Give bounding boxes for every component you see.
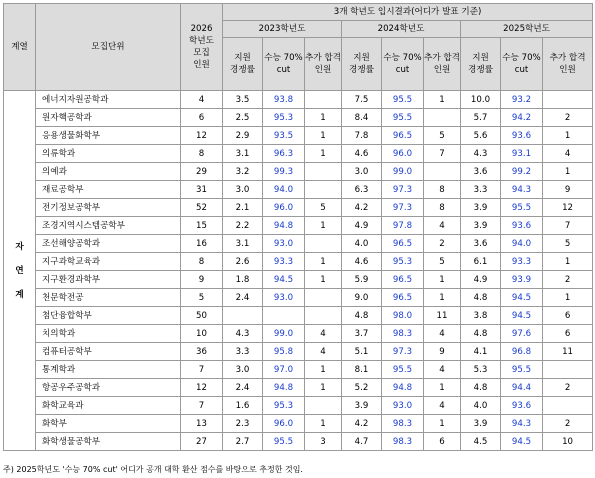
cut-cell: 93.0 <box>382 397 424 415</box>
series-cell <box>4 91 36 451</box>
rate-cell: 5.7 <box>461 109 501 127</box>
cut-cell: 96.0 <box>263 199 305 217</box>
cut-cell: 93.5 <box>263 127 305 145</box>
unit-name-text: 의예과 <box>42 166 67 177</box>
cut-cell: 93.6 <box>501 217 543 235</box>
table-row <box>4 397 593 415</box>
extra-cell: 6 <box>543 325 593 343</box>
extra-cell: 9 <box>424 343 461 361</box>
cut-cell: 95.3 <box>263 109 305 127</box>
admissions-table <box>3 3 593 451</box>
table-row <box>4 199 593 217</box>
unit-name-text: 첨단융합학부 <box>42 310 92 321</box>
cut-cell: 95.3 <box>382 253 424 271</box>
cut-cell: 97.6 <box>501 325 543 343</box>
extra-cell: 6 <box>543 307 593 325</box>
extra-cell: 1 <box>305 271 342 289</box>
quota-cell: 12 <box>181 127 223 145</box>
cut-cell: 96.8 <box>501 343 543 361</box>
extra-cell <box>543 91 593 109</box>
rate-cell: 3.0 <box>342 163 382 181</box>
quota-cell: 7 <box>181 361 223 379</box>
extra-cell: 1 <box>424 289 461 307</box>
extra-cell: 8 <box>424 199 461 217</box>
cut-cell: 99.2 <box>501 163 543 181</box>
cut-cell: 98.0 <box>382 307 424 325</box>
rate-cell <box>223 307 263 325</box>
rate-cell: 2.1 <box>223 199 263 217</box>
extra-cell <box>543 397 593 415</box>
rate-cell: 5.1 <box>342 343 382 361</box>
header-col: 수능 70% cut <box>501 38 543 91</box>
rate-cell: 5.6 <box>461 127 501 145</box>
extra-cell: 1 <box>305 109 342 127</box>
table-row <box>4 127 593 145</box>
table-row <box>4 289 593 307</box>
quota-cell: 16 <box>181 235 223 253</box>
rate-cell: 4.1 <box>461 343 501 361</box>
extra-cell: 1 <box>305 145 342 163</box>
rate-cell: 4.2 <box>342 199 382 217</box>
unit-name <box>36 415 181 433</box>
extra-cell: 1 <box>424 271 461 289</box>
unit-name <box>36 145 181 163</box>
rate-cell: 4.3 <box>461 145 501 163</box>
quota-cell: 5 <box>181 289 223 307</box>
rate-cell: 4.2 <box>342 415 382 433</box>
quota-cell: 6 <box>181 109 223 127</box>
extra-cell: 5 <box>424 127 461 145</box>
table-row <box>4 235 593 253</box>
cut-cell: 96.5 <box>382 289 424 307</box>
header-super: 3개 학년도 입시결과(어디가 발표 기준) <box>223 4 593 21</box>
header-col: 지원 경쟁률 <box>223 38 263 91</box>
rate-cell: 3.5 <box>223 91 263 109</box>
cut-cell: 94.5 <box>501 433 543 451</box>
rate-cell: 7.8 <box>342 127 382 145</box>
extra-cell: 8 <box>424 181 461 199</box>
quota-cell: 27 <box>181 433 223 451</box>
rate-cell: 3.9 <box>342 397 382 415</box>
table-row <box>4 361 593 379</box>
rate-cell: 6.1 <box>461 253 501 271</box>
cut-cell: 97.3 <box>382 181 424 199</box>
extra-cell: 12 <box>543 199 593 217</box>
unit-name <box>36 271 181 289</box>
cut-cell: 94.5 <box>263 271 305 289</box>
rate-cell: 4.6 <box>342 145 382 163</box>
extra-cell: 3 <box>305 433 342 451</box>
cut-cell: 98.3 <box>382 415 424 433</box>
extra-cell: 1 <box>305 253 342 271</box>
unit-name <box>36 199 181 217</box>
rate-cell: 10.0 <box>461 91 501 109</box>
rate-cell: 4.5 <box>461 433 501 451</box>
extra-cell: 4 <box>305 325 342 343</box>
cut-cell: 93.6 <box>501 127 543 145</box>
extra-cell: 7 <box>424 145 461 163</box>
cut-cell: 93.0 <box>263 235 305 253</box>
header-col: 지원 경쟁률 <box>461 38 501 91</box>
cut-cell: 99.0 <box>382 163 424 181</box>
cut-cell: 97.3 <box>382 343 424 361</box>
cut-cell: 94.8 <box>263 379 305 397</box>
rate-cell: 3.1 <box>223 235 263 253</box>
extra-cell: 1 <box>305 217 342 235</box>
cut-cell: 94.2 <box>501 109 543 127</box>
unit-name <box>36 343 181 361</box>
rate-cell: 4.8 <box>342 307 382 325</box>
extra-cell: 2 <box>543 415 593 433</box>
rate-cell: 4.9 <box>342 217 382 235</box>
extra-cell: 1 <box>543 289 593 307</box>
rate-cell: 2.6 <box>223 253 263 271</box>
extra-cell: 1 <box>305 361 342 379</box>
quota-cell: 29 <box>181 163 223 181</box>
rate-cell: 4.0 <box>461 397 501 415</box>
unit-name-text: 컴퓨터공학부 <box>42 346 92 357</box>
table-row <box>4 163 593 181</box>
unit-name-text: 조선해양공학과 <box>42 238 101 249</box>
extra-cell: 1 <box>543 253 593 271</box>
header-col: 추가 합격 인원 <box>305 38 342 91</box>
cut-cell: 93.8 <box>263 91 305 109</box>
cut-cell: 95.3 <box>263 397 305 415</box>
table-row <box>4 181 593 199</box>
cut-cell: 96.3 <box>263 145 305 163</box>
rate-cell: 8.4 <box>342 109 382 127</box>
table-row <box>4 307 593 325</box>
extra-cell <box>305 289 342 307</box>
extra-cell: 4 <box>424 217 461 235</box>
extra-cell: 4 <box>424 325 461 343</box>
header-year-2025: 2025학년도 <box>461 21 593 38</box>
extra-cell: 5 <box>543 235 593 253</box>
quota-cell: 15 <box>181 217 223 235</box>
cut-cell <box>263 307 305 325</box>
header-year-2023: 2023학년도 <box>223 21 342 38</box>
header-quota <box>181 4 223 91</box>
cut-cell: 97.8 <box>382 217 424 235</box>
cut-cell: 93.9 <box>501 271 543 289</box>
extra-cell: 2 <box>424 235 461 253</box>
extra-cell: 5 <box>424 253 461 271</box>
unit-name <box>36 379 181 397</box>
header-col: 수능 70% cut <box>263 38 305 91</box>
extra-cell: 1 <box>305 127 342 145</box>
unit-name <box>36 433 181 451</box>
cut-cell: 93.3 <box>501 253 543 271</box>
rate-cell: 4.3 <box>223 325 263 343</box>
table-row <box>4 379 593 397</box>
unit-name <box>36 325 181 343</box>
cut-cell: 93.1 <box>501 145 543 163</box>
unit-name-text: 재료공학부 <box>42 184 84 195</box>
rate-cell: 2.4 <box>223 379 263 397</box>
cut-cell: 93.2 <box>501 91 543 109</box>
rate-cell: 3.0 <box>223 361 263 379</box>
rate-cell: 3.6 <box>461 235 501 253</box>
table-row <box>4 433 593 451</box>
cut-cell: 95.5 <box>382 361 424 379</box>
rate-cell: 4.6 <box>342 253 382 271</box>
extra-cell: 4 <box>424 397 461 415</box>
extra-cell: 1 <box>543 127 593 145</box>
rate-cell: 4.9 <box>461 271 501 289</box>
rate-cell: 3.3 <box>223 343 263 361</box>
extra-cell <box>424 163 461 181</box>
rate-cell: 1.8 <box>223 271 263 289</box>
header-quota-line: 인원 <box>193 60 210 70</box>
quota-cell: 13 <box>181 415 223 433</box>
rate-cell: 6.3 <box>342 181 382 199</box>
unit-name <box>36 307 181 325</box>
cut-cell: 97.3 <box>382 199 424 217</box>
extra-cell: 11 <box>424 307 461 325</box>
series-char: 자 <box>15 241 24 252</box>
table-row <box>4 343 593 361</box>
rate-cell: 1.6 <box>223 397 263 415</box>
unit-name-text: 치의학과 <box>42 328 76 339</box>
table-row <box>4 91 593 109</box>
rate-cell: 4.8 <box>461 379 501 397</box>
extra-cell: 9 <box>543 181 593 199</box>
cut-cell: 93.0 <box>263 289 305 307</box>
cut-cell: 98.3 <box>382 433 424 451</box>
unit-name <box>36 127 181 145</box>
footnote: 주) 2025학년도 '수능 70% cut' 어디가 공개 대학 환산 점수를 바탕으로 추정한 것임. <box>3 465 303 474</box>
cut-cell: 94.3 <box>501 415 543 433</box>
header-col: 추가 합격 인원 <box>543 38 593 91</box>
extra-cell: 10 <box>543 433 593 451</box>
header-quota-line: 학년도 <box>189 36 214 46</box>
extra-cell: 2 <box>543 271 593 289</box>
cut-cell: 95.5 <box>382 109 424 127</box>
quota-cell: 10 <box>181 325 223 343</box>
cut-cell: 96.0 <box>382 145 424 163</box>
cut-cell: 96.5 <box>382 271 424 289</box>
extra-cell: 4 <box>305 343 342 361</box>
cut-cell: 93.3 <box>263 253 305 271</box>
rate-cell: 5.9 <box>342 271 382 289</box>
unit-name <box>36 361 181 379</box>
rate-cell: 5.3 <box>461 361 501 379</box>
table-row <box>4 109 593 127</box>
cut-cell: 95.8 <box>263 343 305 361</box>
extra-cell: 1 <box>305 379 342 397</box>
series-char: 연 <box>15 265 24 276</box>
series-char: 계 <box>15 289 24 300</box>
rate-cell: 4.8 <box>461 289 501 307</box>
cut-cell: 94.4 <box>501 379 543 397</box>
rate-cell: 9.0 <box>342 289 382 307</box>
unit-name-text: 응용생물화학부 <box>42 130 101 141</box>
cut-cell: 94.0 <box>501 235 543 253</box>
unit-name <box>36 109 181 127</box>
unit-name <box>36 91 181 109</box>
header-quota-line: 2026 <box>190 24 213 34</box>
extra-cell <box>543 361 593 379</box>
extra-cell: 1 <box>424 91 461 109</box>
cut-cell: 99.0 <box>263 325 305 343</box>
table-row <box>4 415 593 433</box>
quota-cell: 8 <box>181 253 223 271</box>
cut-cell: 94.0 <box>263 181 305 199</box>
header-col: 지원 경쟁률 <box>342 38 382 91</box>
unit-name-text: 원자핵공학과 <box>42 112 92 123</box>
quota-cell: 12 <box>181 379 223 397</box>
extra-cell: 6 <box>424 433 461 451</box>
extra-cell <box>305 163 342 181</box>
quota-cell: 8 <box>181 145 223 163</box>
unit-name <box>36 163 181 181</box>
cut-cell: 95.5 <box>382 91 424 109</box>
extra-cell: 4 <box>424 361 461 379</box>
rate-cell: 3.9 <box>461 199 501 217</box>
rate-cell: 3.2 <box>223 163 263 181</box>
header-quota-line: 모집 <box>193 48 210 58</box>
unit-name-text: 지구과학교육과 <box>42 256 101 267</box>
cut-cell: 95.5 <box>263 433 305 451</box>
rate-cell: 2.2 <box>223 217 263 235</box>
unit-name-text: 화학생물공학부 <box>42 436 101 447</box>
rate-cell: 8.1 <box>342 361 382 379</box>
extra-cell: 1 <box>424 379 461 397</box>
rate-cell: 3.0 <box>223 181 263 199</box>
quota-cell: 31 <box>181 181 223 199</box>
cut-cell: 96.5 <box>382 127 424 145</box>
rate-cell: 4.8 <box>461 325 501 343</box>
rate-cell: 2.5 <box>223 109 263 127</box>
rate-cell: 7.5 <box>342 91 382 109</box>
header-col: 추가 합격 인원 <box>424 38 461 91</box>
table-row <box>4 217 593 235</box>
cut-cell: 95.5 <box>501 199 543 217</box>
cut-cell: 94.5 <box>501 307 543 325</box>
rate-cell: 2.9 <box>223 127 263 145</box>
unit-name <box>36 217 181 235</box>
unit-name-text: 에너지자원공학과 <box>42 94 109 105</box>
unit-name-text: 화학교육과 <box>42 400 84 411</box>
unit-name <box>36 235 181 253</box>
extra-cell <box>424 109 461 127</box>
unit-name-text: 조경지역시스템공학부 <box>42 220 126 231</box>
quota-cell: 4 <box>181 91 223 109</box>
cut-cell: 98.3 <box>382 325 424 343</box>
header-year-2024: 2024학년도 <box>342 21 461 38</box>
rate-cell: 3.1 <box>223 145 263 163</box>
extra-cell: 1 <box>543 163 593 181</box>
unit-name-text: 화학부 <box>42 418 67 429</box>
rate-cell: 3.7 <box>342 325 382 343</box>
rate-cell: 3.9 <box>461 217 501 235</box>
quota-cell: 50 <box>181 307 223 325</box>
cut-cell: 96.5 <box>382 235 424 253</box>
unit-name-text: 항공우주공학과 <box>42 382 101 393</box>
rate-cell: 3.8 <box>461 307 501 325</box>
cut-cell: 95.5 <box>501 361 543 379</box>
extra-cell: 1 <box>305 415 342 433</box>
extra-cell <box>305 91 342 109</box>
extra-cell: 1 <box>424 415 461 433</box>
extra-cell: 2 <box>543 379 593 397</box>
extra-cell: 4 <box>543 145 593 163</box>
extra-cell: 2 <box>543 109 593 127</box>
extra-cell <box>305 181 342 199</box>
rate-cell: 3.9 <box>461 415 501 433</box>
unit-name-text: 지구환경과학부 <box>42 274 101 285</box>
rate-cell: 2.4 <box>223 289 263 307</box>
rate-cell: 3.6 <box>461 163 501 181</box>
rate-cell: 4.0 <box>342 235 382 253</box>
rate-cell: 2.3 <box>223 415 263 433</box>
extra-cell: 7 <box>543 217 593 235</box>
unit-name <box>36 253 181 271</box>
quota-cell: 9 <box>181 271 223 289</box>
quota-cell: 52 <box>181 199 223 217</box>
quota-cell: 7 <box>181 397 223 415</box>
extra-cell: 5 <box>305 199 342 217</box>
table-row <box>4 145 593 163</box>
extra-cell <box>305 235 342 253</box>
cut-cell: 94.3 <box>501 181 543 199</box>
unit-name-text: 의류학과 <box>42 148 76 159</box>
cut-cell: 94.5 <box>501 289 543 307</box>
unit-name <box>36 289 181 307</box>
table-row <box>4 325 593 343</box>
cut-cell: 97.0 <box>263 361 305 379</box>
unit-name-text: 통계학과 <box>42 364 76 375</box>
unit-name <box>36 181 181 199</box>
rate-cell: 2.7 <box>223 433 263 451</box>
cut-cell: 93.6 <box>501 397 543 415</box>
table-row <box>4 253 593 271</box>
unit-name-text: 전기정보공학부 <box>42 202 101 213</box>
unit-name-text: 천문학전공 <box>42 292 84 303</box>
extra-cell <box>305 307 342 325</box>
header-series: 계열 <box>4 4 36 91</box>
unit-name <box>36 397 181 415</box>
extra-cell <box>305 397 342 415</box>
rate-cell: 4.7 <box>342 433 382 451</box>
header-col: 수능 70% cut <box>382 38 424 91</box>
cut-cell: 94.8 <box>263 217 305 235</box>
quota-cell: 36 <box>181 343 223 361</box>
cut-cell: 94.8 <box>382 379 424 397</box>
rate-cell: 5.2 <box>342 379 382 397</box>
cut-cell: 96.0 <box>263 415 305 433</box>
header-unit: 모집단위 <box>36 4 181 91</box>
rate-cell: 3.3 <box>461 181 501 199</box>
extra-cell: 11 <box>543 343 593 361</box>
table-row <box>4 271 593 289</box>
cut-cell: 99.3 <box>263 163 305 181</box>
